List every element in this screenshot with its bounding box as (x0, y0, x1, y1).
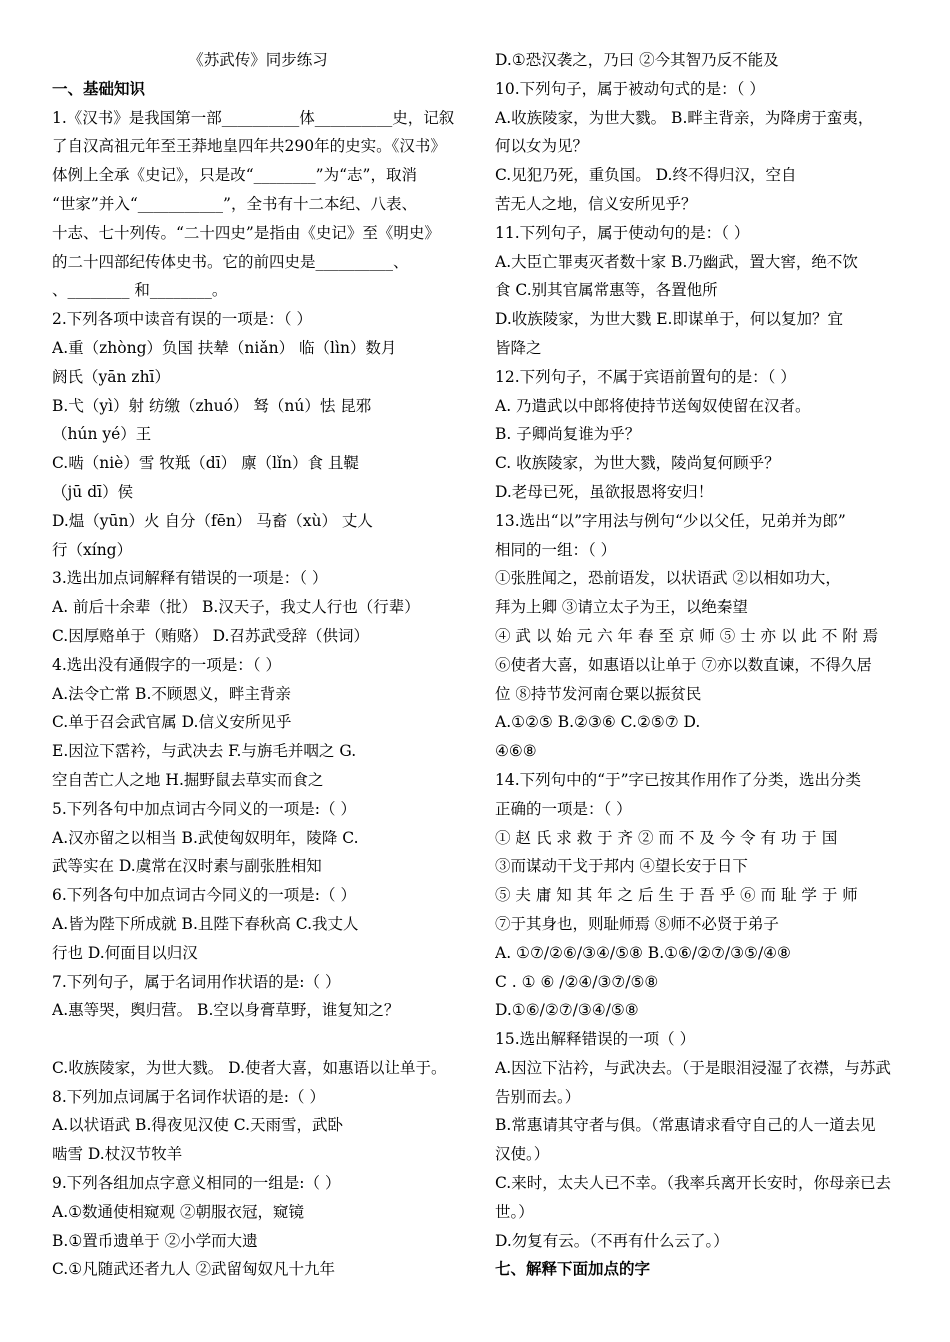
text-line: 空自苦亡人之地 H.掘野鼠去草实而食之 (52, 770, 324, 789)
text-line: C.见犯乃死，重负国。 D.终不得归汉，空自 (495, 166, 797, 185)
text-line: A.法令亡常 B.不顾恩义，畔主背亲 (52, 684, 291, 703)
text-line: 、________ 和________。 (52, 281, 228, 300)
text-line: B. 子卿尚复谁为乎？ (495, 425, 641, 444)
text-line: C. 收族陵家，为世大戮，陵尚复何顾乎？ (495, 454, 780, 473)
text-line: ④⑥⑧ (495, 742, 537, 761)
blank-line (52, 1025, 464, 1054)
text-line: A.以状语武 B.得夜见汉使 C.天雨雪，武卧 (52, 1116, 344, 1135)
text-line: A.皆为陛下所成就 B.且陛下春秋高 C.我丈人 (52, 914, 359, 933)
text-line: A.①数通使相窥观 ②朝服衣冠，窥镜 (52, 1202, 304, 1221)
question-stem: 9.下列各组加点字意义相同的一组是:（ ） (52, 1174, 341, 1193)
text-line: A. 前后十余辈（批） B.汉天子，我丈人行也（行辈） (52, 598, 420, 617)
text-line: 武等实在 D.虞常在汉时素与副张胜相知 (52, 857, 322, 876)
question-stem: 10.下列句子，属于被动句式的是：（ ） (495, 79, 765, 98)
text-line: 拜为上卿 ③请立太子为王，以绝秦望 (495, 598, 748, 617)
question-stem: 5.下列各句中加点词古今同义的一项是:（ ） (52, 799, 356, 818)
text-line: A.①②⑤ B.②③⑥ C.②⑤⑦ D. (495, 713, 701, 732)
text-line: （jū dī）侯 (52, 482, 134, 501)
text-line: “世家”并入“___________”，全书有十二本纪、八表、 (52, 194, 417, 213)
text-line: C.因厚赂单于（贿赂） D.召苏武受辞（供词） (52, 626, 369, 645)
text-line: 十志、七十列传。“二十四史”是指由《史记》至《明史》 (52, 223, 440, 242)
text-line: 的二十四部纪传体史书。它的前四史是__________、 (52, 252, 409, 271)
text-line: A.惠等哭，舆归营。 B.空以身膏草野，谁复知之？ (52, 1001, 400, 1020)
text-line: ①张胜闻之，恐前语发，以状语武 ②以相如功大， (495, 569, 841, 588)
question-stem: 15.选出解释错误的一项（ ） (495, 1030, 696, 1049)
text-line: D.勿复有云。（不再有什么云了。） (495, 1231, 729, 1250)
text-line: 行（xíng） (52, 540, 133, 559)
text-line: （hún yé）王 (52, 425, 152, 444)
text-line: 啮雪 D.杖汉节牧羊 (52, 1145, 183, 1164)
text-line: A.汉亦留之以相当 B.武使匈奴明年，陵降 C. (52, 828, 359, 847)
text-line: E.因泣下霑衿，与武决去 F.与旃毛并咽之 G. (52, 742, 357, 761)
text-line: D.①恐汉袭之，乃曰 ②今其智乃反不能及 (495, 51, 779, 69)
text-line: 皆降之 (495, 338, 542, 357)
text-line: ⑦于其身也，则耻师焉 ⑧师不必贤于弟子 (495, 914, 779, 933)
text-line: 了自汉高祖元年至王莽地皇四年共290年的史实。《汉书》 (52, 137, 446, 156)
text-line: D.煴（yūn）火 自分（fēn） 马畜（xù） 丈人 (52, 511, 373, 530)
text-line: 1.《汉书》是我国第一部__________体__________史，记叙 (52, 108, 455, 127)
text-line: ① 赵 氏 求 救 于 齐 ② 而 不 及 今 令 有 功 于 国 (495, 828, 838, 847)
text-line: 食 C.别其官属常惠等，各置他所 (495, 281, 718, 300)
text-line: A.大臣亡罪夷灭者数十家 B.乃幽武，置大窖，绝不饮 (495, 252, 858, 271)
text-line: D.老母已死，虽欲报恩将安归！ (495, 482, 714, 501)
text-line: C.啮（niè）雪 牧羝（dī） 廪（lǐn）食 且鞮 (52, 454, 359, 473)
text-line: ③而谋动干戈于邦内 ④望长安于日下 (495, 857, 748, 876)
text-line: C . ① ⑥ /②④/③⑦/⑤⑧ (495, 972, 659, 991)
text-line: C.来时，太夫人已不幸。（我率兵离开长安时，你母亲已去 (495, 1174, 891, 1193)
text-line: 行也 D.何面目以归汉 (52, 943, 198, 962)
question-stem: 3.选出加点词解释有错误的一项是：（ ） (52, 569, 328, 588)
text-line: B.弋（yì）射 纺缴（zhuó） 驽（nú）怯 昆邪 (52, 396, 372, 415)
text-line: 位 ⑧持节发河南仓粟以振贫民 (495, 684, 702, 703)
text-line: C.收族陵家，为世大戮。 D.使者大喜，如惠语以让单于。 (52, 1058, 447, 1077)
section-heading: 七、解释下面加点的字 (495, 1259, 651, 1279)
question-stem: 12.下列句子，不属于宾语前置句的是：（ ） (495, 367, 796, 386)
text-line: 阏氏（yān zhī） (52, 367, 171, 386)
text-line: C.单于召会武官属 D.信义安所见乎 (52, 713, 292, 732)
question-stem: 6.下列各句中加点词古今同义的一项是:（ ） (52, 886, 356, 905)
text-line: 汉使。） (495, 1145, 550, 1164)
question-stem: 4.选出没有通假字的一项是：（ ） (52, 655, 281, 674)
question-stem: 14.下列句中的“于”字已按其作用作了分类，选出分类 (495, 770, 861, 789)
text-line: 体例上全承《史记》，只是改“________”为“志”，取消 (52, 166, 417, 185)
text-line: ⑥使者大喜，如惠语以让单于 ⑦亦以数直谏，不得久居 (495, 655, 872, 674)
question-stem: 13.选出“以”字用法与例句“少以父任，兄弟并为郎” (495, 511, 846, 530)
text-line: 苦无人之地，信义安所见乎？ (495, 194, 697, 213)
text-line: ④ 武 以 始 元 六 年 春 至 京 师 ⑤ 士 亦 以 此 不 附 焉 (495, 626, 879, 645)
page-title: 《苏武传》同步练习 (188, 51, 328, 69)
text-line: D.收族陵家，为世大戮 E.即谋单于，何以复加？宜 (495, 310, 843, 329)
text-line: A.重（zhòng）负国 扶辇（niǎn） 临（lìn）数月 (52, 338, 397, 357)
question-stem: 11.下列句子，属于使动句的是：（ ） (495, 223, 750, 242)
text-line: 告别而去。） (495, 1087, 581, 1106)
text-line: B.常惠请其守者与俱。（常惠请求看守自己的人一道去见 (495, 1116, 876, 1135)
text-line: ⑤ 夫 庸 知 其 年 之 后 生 于 吾 乎 ⑥ 而 耻 学 于 师 (495, 886, 858, 905)
text-line: A.收族陵家，为世大戮。 B.畔主背亲，为降虏于蛮夷， (495, 108, 874, 127)
question-stem: 8.下列加点词属于名词作状语的是:（ ） (52, 1087, 325, 1106)
text-line: C.①凡随武还者九人 ②武留匈奴凡十九年 (52, 1260, 336, 1279)
text-line: 正确的一项是：（ ） (495, 799, 632, 818)
text-line: A.因泣下沾衿，与武决去。（于是眼泪浸湿了衣襟，与苏武 (495, 1058, 891, 1077)
question-stem: 2.下列各项中读音有误的一项是：（ ） (52, 310, 312, 329)
text-line: A. ①⑦/②⑥/③④/⑤⑧ B.①⑥/②⑦/③⑤/④⑧ (495, 943, 791, 962)
section-heading: 一、基础知识 (52, 78, 146, 98)
left-column (52, 46, 464, 1284)
question-stem: 7.下列句子，属于名词用作状语的是:（ ） (52, 972, 341, 991)
text-line: 世。） (495, 1202, 534, 1221)
text-line: B.①置币遗单于 ②小学而大遗 (52, 1231, 258, 1250)
text-line: 相同的一组：（ ） (495, 540, 617, 559)
text-line: D.①⑥/②⑦/③④/⑤⑧ (495, 1001, 639, 1020)
right-column (495, 46, 907, 1284)
text-line: 何以女为见？ (495, 137, 589, 156)
text-line: A. 乃遣武以中郎将使持节送匈奴使留在汉者。 (495, 396, 811, 415)
